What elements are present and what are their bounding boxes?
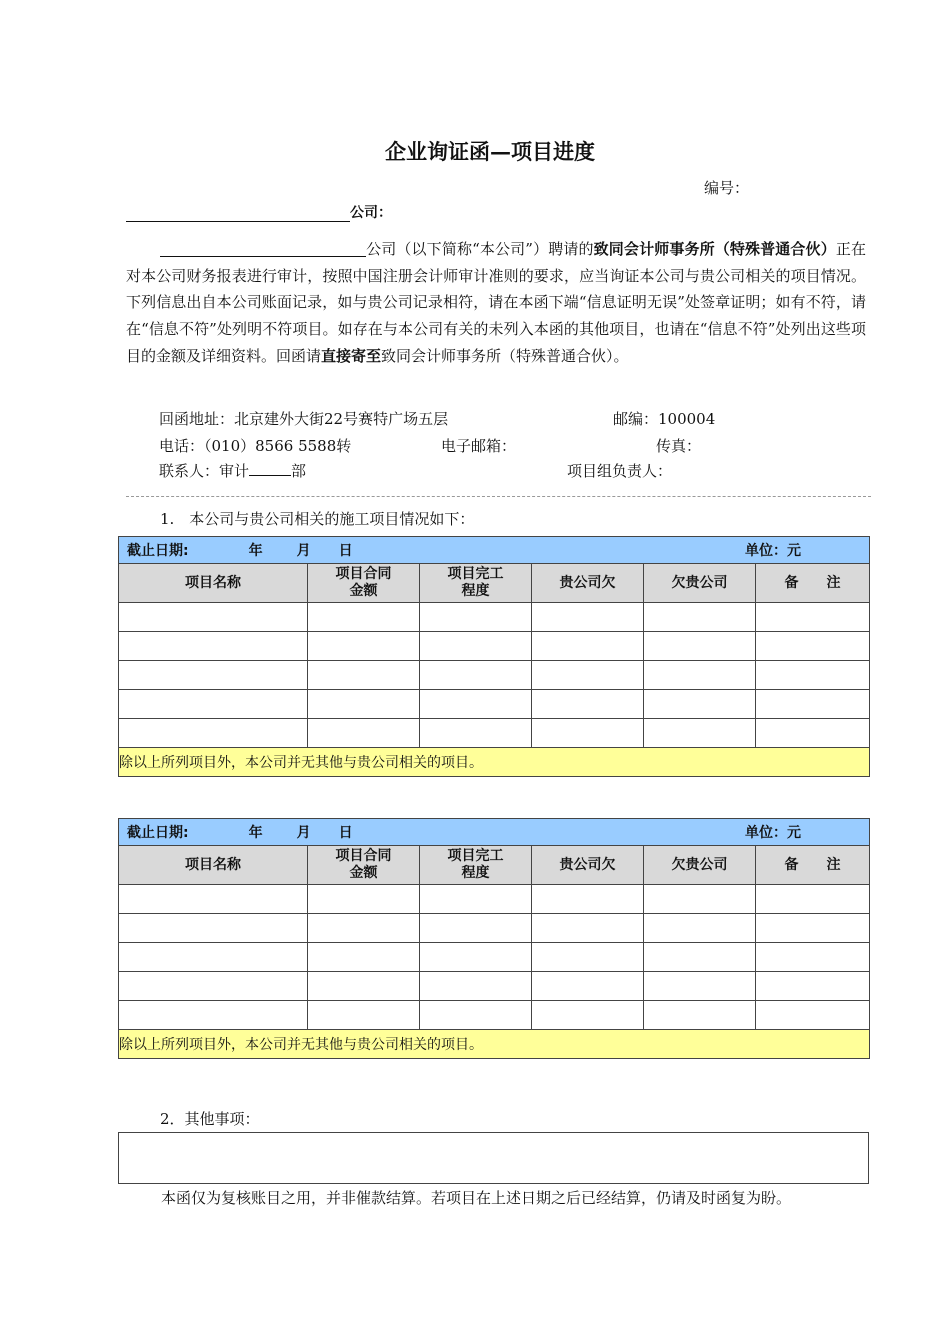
phone: 电话：（010）8566 5588转: [159, 437, 352, 455]
unit-label: 单位：元: [745, 543, 802, 559]
firm-name: 致同会计师事务所（特殊普通合伙）: [593, 240, 836, 258]
table-footer: 除以上所列项目外，本公司并无其他与贵公司相关的项目。: [119, 1030, 870, 1059]
table-row: [119, 603, 870, 632]
table-row: [119, 719, 870, 748]
company-suffix: 公司：: [350, 205, 392, 221]
page-title: 企业询证函—项目进度: [385, 139, 595, 164]
table-header-bar: 截止日期: 年 月 日 单位：元: [119, 537, 870, 564]
section-1-heading: 1. 本公司与贵公司相关的施工项目情况如下：: [160, 510, 475, 528]
unit-label: 单位：元: [745, 825, 802, 841]
return-address: 回函地址：北京建外大街22号赛特广场五层: [159, 410, 449, 428]
postcode: 邮编：100004: [613, 410, 716, 428]
contact-person: 联系人：审计 部: [159, 462, 307, 480]
project-table-1: [118, 536, 870, 777]
body-paragraph: 公司（以下简称“本公司”）聘请的致同会计师事务所（特殊普通合伙）正在对本公司财务报表进行审计，按照中国注册会计师审计准则的要求，应当询证本公司与贵公司相关的项目情况。下列信息出自本公司账面记录，如与贵公司记录相符，请在本函下端“信息证明无误”处签章证明；如有不符，请在“信息不符”处列明不符项目。如存在与本公司有关的未列入本函的其他项目，也请在“信息不符”处列出这些项目的金额及详细资料。回函请直接寄至致同会计师事务所（特殊普通合伙）。: [126, 240, 866, 365]
company-name-blank[interactable]: [126, 205, 350, 222]
table-row: [119, 1001, 870, 1030]
closing-note: 本函仅为复核账目之用，并非催款结算。若项目在上述日期之后已经结算，仍请及时函复为盼。: [161, 1189, 792, 1207]
divider: [126, 496, 871, 497]
table-row: [119, 914, 870, 943]
table-header-bar: 截止日期: 年 月 日 单位：元: [119, 819, 870, 846]
other-matters-box[interactable]: [118, 1132, 869, 1184]
column-headers: 项目名称 项目合同 金额 项目完工 程度 贵公司欠 欠贵公司 备 注: [119, 564, 870, 603]
table-row: [119, 632, 870, 661]
table-row: [119, 661, 870, 690]
recipient-company-line: [126, 202, 392, 222]
table-row: [119, 972, 870, 1001]
project-table-2: [118, 818, 870, 1059]
client-name-blank[interactable]: [160, 240, 366, 257]
table-row: [119, 690, 870, 719]
project-lead-label: 项目组负责人：: [567, 462, 673, 480]
table-row: [119, 885, 870, 914]
fax-label: 传真：: [656, 437, 702, 455]
email-label: 电子邮箱：: [441, 437, 517, 455]
doc-number-label: 编号：: [704, 179, 750, 197]
table-footer: 除以上所列项目外，本公司并无其他与贵公司相关的项目。: [119, 748, 870, 777]
table-row: [119, 943, 870, 972]
department-blank[interactable]: [249, 461, 291, 476]
section-2-heading: 2．其他事项：: [160, 1110, 260, 1128]
column-headers: 项目名称 项目合同 金额 项目完工 程度 贵公司欠 欠贵公司 备 注: [119, 846, 870, 885]
